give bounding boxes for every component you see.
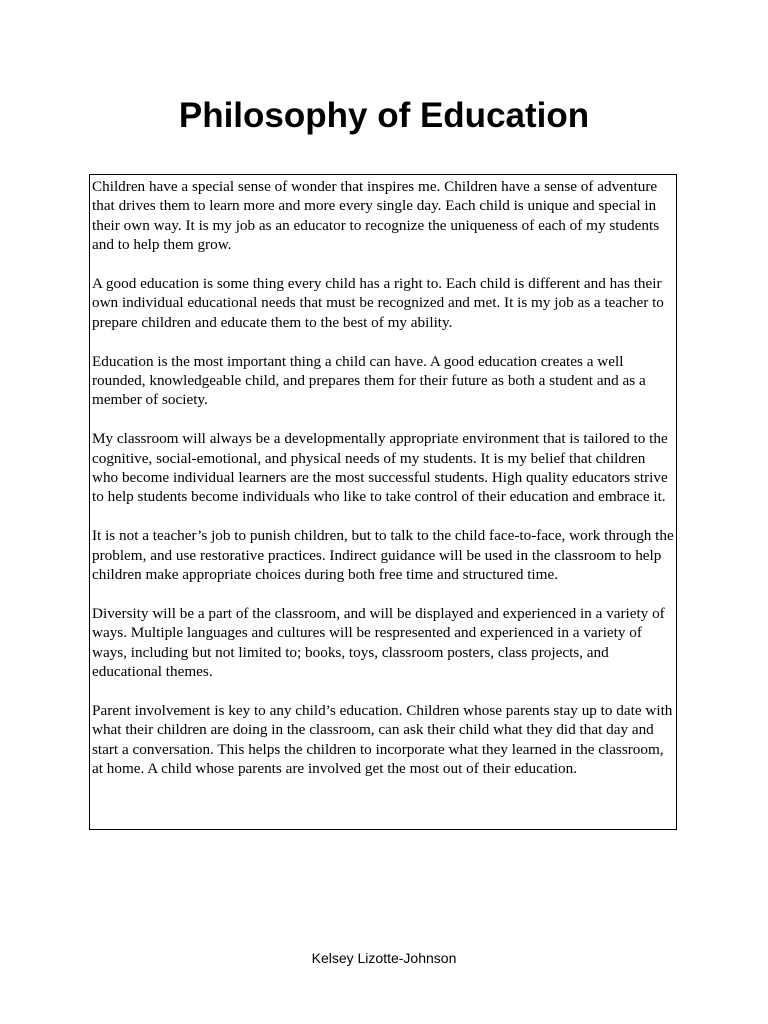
- essay-paragraph-guidance: It is not a teacher’s job to punish children, but to talk to the child face-to-face, work through the problem, and use restorative practices. Indirect guidance will be used in the classroom to help children make appropriate choices during both free time and structured time.: [92, 527, 674, 584]
- essay-paragraph-wonder: Children have a special sense of wonder that inspires me. Children have a sense of adventure that drives them to learn more and more every single day. Each child is unique and special in their own way. It is my job as an educator to recognize the uniqueness of each of my students and to help them grow.: [92, 178, 660, 254]
- essay-paragraph-diversity: Diversity will be a part of the classroom, and will be displayed and experienced in a variety of ways. Multiple languages and cultures will be respresented and experienced in a variety of ways, including but not limited to; books, toys, classroom posters, class projects, and educational themes.: [92, 604, 665, 681]
- author-name: Kelsey Lizotte-Johnson: [311, 950, 457, 966]
- essay-paragraph-classroom-environment: My classroom will always be a developmentally appropriate environment that is tailored to the cognitive, social-emotional, and physical needs of my students. It is my belief that children who become individual learners are the most successful students. High quality educators strive to help students become individuals who like to take control of their education and embrace it.: [92, 430, 668, 506]
- essay-text-box: [89, 174, 677, 830]
- essay-paragraph-parent-involvement: Parent involvement is key to any child’s education. Children whose parents stay up to date with what their children are doing in the classroom, can ask their child what they did that day and start a conversation. This helps the children to incorporate what they learned in the classroom, at home. A child whose parents are involved get the most out of their education.: [92, 701, 673, 778]
- essay-paragraph-importance: Education is the most important thing a child can have. A good education creates a well rounded, knowledgeable child, and prepares them for their future as both a student and as a member of society.: [92, 352, 646, 409]
- page-title: Philosophy of Education: [178, 96, 590, 135]
- essay-paragraph-right-to-education: A good education is some thing every child has a right to. Each child is different and has their own individual educational needs that must be recognized and met. It is my job as a teacher to prepare children and educate them to the best of my ability.: [92, 275, 664, 331]
